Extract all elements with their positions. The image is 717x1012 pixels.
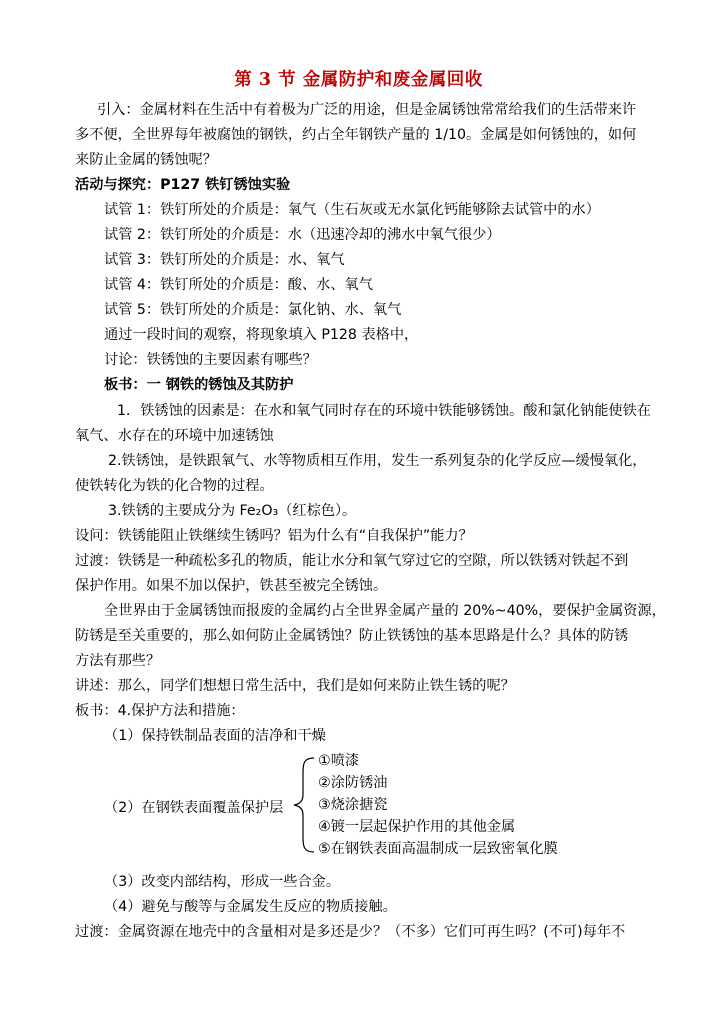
method-3: （3）改变内部结构，形成一些合金。 [104,874,341,890]
paragraph-line2: 防锈是至关重要的，那么如何防止金属锈蚀？防止铁锈蚀的基本思路是什么？具体的防锈 [75,628,629,644]
board1-heading: 板书：一 钢铁的锈蚀及其防护 [104,377,294,393]
paragraph-line3: 方法有那些？ [75,653,161,669]
tube-4: 试管 4：铁钉所处的介质是：酸、水、氧气 [104,277,373,293]
tube-5: 试管 5：铁钉所处的介质是：氯化钠、水、氧气 [104,302,402,318]
sub-method-3: ③烧涂搪瓷 [318,797,388,813]
sub-method-5: ⑤在钢铁表面高温制成一层致密氧化膜 [318,841,558,857]
lecture-text: 讲述：那么，同学们想想日常生活中，我们是如何来防止铁生锈的呢？ [75,678,515,694]
tube-1: 试管 1：铁钉所处的介质是：氧气（生石灰或无水氯化钙能够除去试管中的水） [104,202,600,218]
intro-line-1: 引入：金属材料在生活中有着极为广泛的用途，但是金属锈蚀常常给我们的生活带来许 [97,102,637,118]
transition2-text: 过渡：金属资源在地壳中的含量相对是多还是少？（不多）它们可再生吗？(不可)每年不 [75,924,626,940]
board1-point3: 3.铁锈的主要成分为 Fe₂O₃（红棕色）。 [108,503,357,519]
discuss-text: 讨论：铁锈蚀的主要因素有哪些？ [104,352,317,368]
board1-point2-line2: 使铁转化为铁的化合物的过程。 [75,478,274,494]
observe-text: 通过一段时间的观察，将现象填入 P128 表格中， [104,327,419,343]
tube-3: 试管 3：铁钉所处的介质是：水、氧气 [104,252,345,268]
paragraph-line1: 全世界由于金属锈蚀而报废的金属约占全世界金属产量的 20%~40%，要保护金属资源， [104,603,666,619]
board1-point1-line2: 氧气、水存在的环境中加速锈蚀 [75,428,274,444]
board1-point1-line1: 1．铁锈蚀的因素是：在水和氧气同时存在的环境中铁能够锈蚀。酸和氯化钠能使铁在 [117,403,651,419]
tube-2: 试管 2：铁钉所处的介质是：水（迅速冷却的沸水中氧气很少） [104,227,501,243]
sub-method-2: ②涂防锈油 [318,775,388,791]
intro-line-3: 来防止金属的锈蚀呢？ [75,152,217,168]
board2-text: 板书：4.保护方法和措施： [75,703,245,719]
sub-method-1: ①喷漆 [318,753,360,769]
intro-line-2: 多不便，全世界每年被腐蚀的钢铁，约占全年钢铁产量的 1/10。金属是如何锈蚀的，如何 [75,127,637,143]
question-text: 设问：铁锈能阻止铁继续生锈吗？铝为什么有“自我保护”能力？ [75,528,473,544]
method-2: （2）在钢铁表面覆盖保护层 [104,800,284,816]
page-title: 第 3 节 金属防护和废金属回收 [234,70,483,90]
activity-heading: 活动与探究：P127 铁钉锈蚀实验 [75,177,291,193]
transition1-line2: 保护作用。如果不加以保护，铁甚至被完全锈蚀。 [75,578,388,594]
method-1: （1）保持铁制品表面的洁净和干燥 [104,728,326,744]
board1-point2-line1: 2.铁锈蚀，是铁跟氧气、水等物质相互作用，发生一系列复杂的化学反应—缓慢氧化， [108,453,647,469]
left-brace-icon [292,757,316,853]
method-4: （4）避免与酸等与金属发生反应的物质接触。 [104,899,397,915]
sub-method-4: ④镀一层起保护作用的其他金属 [318,819,516,835]
transition1-line1: 过渡：铁锈是一种疏松多孔的物质，能让水分和氧气穿过它的空隙，所以铁锈对铁起不到 [75,553,629,569]
